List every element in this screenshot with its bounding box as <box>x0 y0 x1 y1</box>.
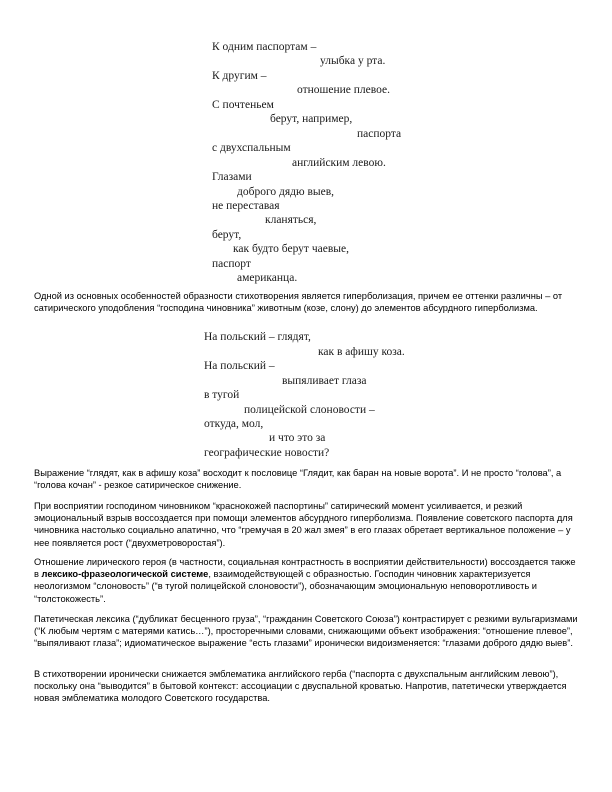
emphasis-term: лексико-фразеологической системе <box>41 569 209 580</box>
poem-line: К другим – <box>212 70 267 82</box>
poem-line: и что это за <box>269 432 326 444</box>
poem-line: полицейской слоновости – <box>244 404 375 416</box>
poem-line: английским левою. <box>292 157 386 169</box>
poem-line: С почтеньем <box>212 99 274 111</box>
poem-line: берут, <box>212 229 242 241</box>
paragraph: Патетическая лексика (“дубликат бесценного груза”, “гражданин Советского Союза”) контрастирует с резкими вульгаризмами (“К любым чертям с матерями катись…”), просторечными словами, снижающими объект изображения: “отношение плевое”, “выпяливают глаза”; идиоматическое выражение “есть глазами” иронически видоизменяется: “глазами доброго дядю выев”. <box>34 614 578 649</box>
poem-line: американца. <box>237 272 298 284</box>
poem-line: К одним паспортам – <box>212 41 317 53</box>
poem-line: улыбка у рта. <box>320 55 386 67</box>
poem-line: доброго дядю выев, <box>237 186 335 198</box>
paragraph: В стихотворении иронически снижается эмблематика английского герба (“паспорта с двухспальным английским левою”), поскольку она “выводится” в бытовой контекст: ассоциации с двуспальной кроватью. Напротив, патетически утверждается новая эмблематика молодого Советского государства. <box>34 669 567 704</box>
poem-line: с двухспальным <box>212 142 291 154</box>
poem-line: кланяться, <box>265 214 317 226</box>
paragraph: При восприятии господином чиновником “краснокожей паспортины” сатирический момент усиливается, и резкий эмоциональный взрыв воссоздается при помощи элементов абсурдного гиперболизма. Появление советского паспорта для чиновника настолько социально апатично, что “гремучая в 20 жал змея” в его глазах обретает вертикальное положение – у нее появляется рост (“двухметроворостая”). <box>34 501 573 548</box>
poem-line: выпяливает глаза <box>282 375 367 387</box>
paragraph-text: , взаимодействующей с образностью. Господин чиновник характеризуется неологизмом “слоновость” (“в тугой полицейской слоновости”), обозначающим эмоциональную неповоротливость и “толстокожесть”. <box>34 569 537 604</box>
poem-line: На польский – глядят, <box>204 331 311 343</box>
poem-line: как будто берут чаевые, <box>233 243 349 255</box>
paragraph-text: Отношение лирического героя (в частности, социальная контрастность в восприятии действительности) воссоздается также в <box>34 557 576 580</box>
paragraph: Выражение “глядят, как в афишу коза” восходит к пословице “Глядит, как баран на новые ворота”. И не просто “голова”, а “голова кочан” - резкое сатирическое снижение. <box>34 468 562 491</box>
poem-line: паспорт <box>212 258 251 270</box>
paragraph <box>34 556 579 605</box>
poem-line: откуда, мол, <box>204 418 264 430</box>
poem-line: отношение плевое. <box>297 84 390 96</box>
paragraph: Одной из основных особенностей образности стихотворения является гиперболизация, причем ее оттенки различны – от сатирического уподобления “господина чиновника” животным (козе, слону) до элементов абсурдного гиперболизма. <box>34 291 563 314</box>
poem-line: паспорта <box>357 128 402 140</box>
poem-line: в тугой <box>204 389 240 401</box>
poem-line: берут, например, <box>270 113 353 125</box>
poem-line: Глазами <box>212 171 252 183</box>
poem-line: как в афишу коза. <box>318 346 405 358</box>
poem-line: географические новости? <box>204 447 330 459</box>
poem-line: На польский – <box>204 360 275 372</box>
poem-line: не переставая <box>212 200 280 212</box>
